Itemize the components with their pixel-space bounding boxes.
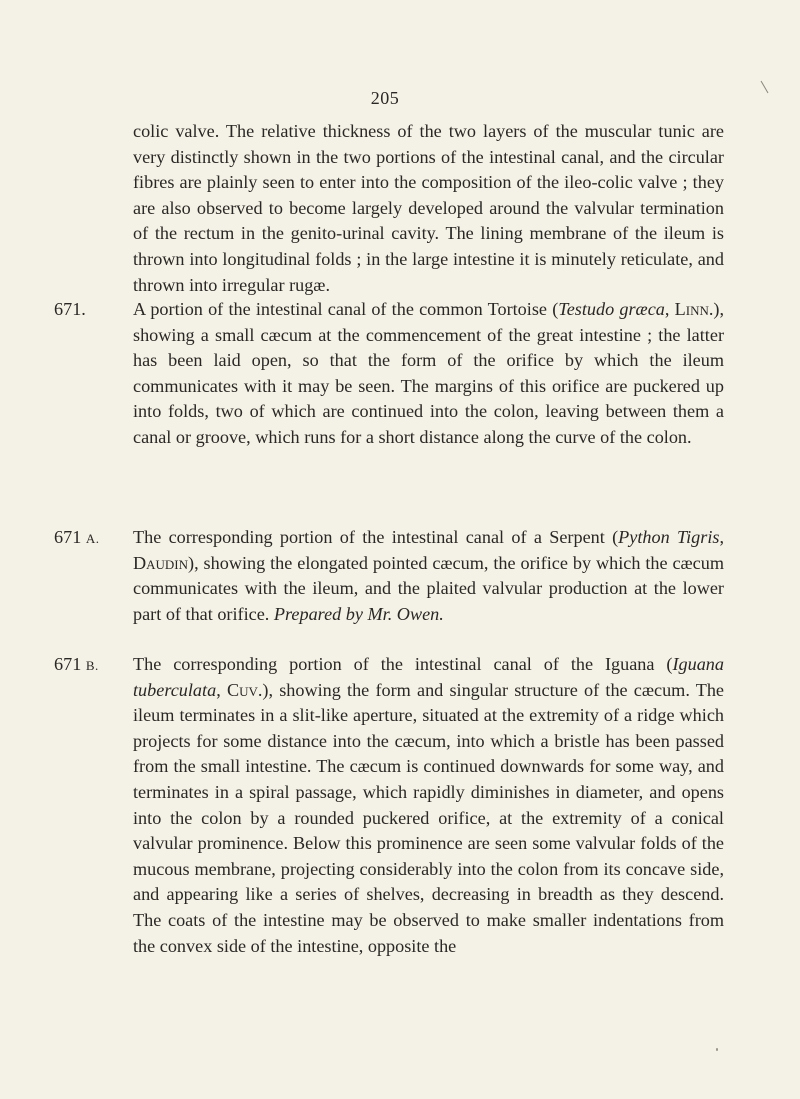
species-name: Iguana tuberculata [133, 654, 724, 700]
catalogue-entry-671b [54, 652, 724, 959]
page-number: 205 [370, 88, 400, 108]
catalogue-entry-671 [54, 297, 724, 451]
entry-text-lead: A portion of the intestinal canal of the common Tortoise ( [133, 299, 559, 319]
preparation-note: Prepared by Mr. Owen. [273, 603, 444, 624]
author-name: Daudin [133, 552, 189, 573]
entry-text-lead: The corresponding portion of the intestinal canal of a Serpent ( [133, 527, 619, 547]
entry-text-rest: ), showing the elongated pointed cæcum, the orifice by which the cæcum communicates with the ileum, and the plaited valvular production at the lower part of that orifice. [133, 552, 724, 624]
intro-paragraph: colic valve. The relative thickness of the two layers of the muscular tunic are very distinctly shown in the two portions of the intestinal canal, and the circular fibres are plainly seen to enter into the composition of the ileo-colic valve ; they are also observed to become largely developed around the valvular termination of the rectum in the genito-urinal cavity. The lining membrane of the ileum is thrown into longitudinal folds ; in the large intestine it is minutely reticulate, and thrown into irregular rugæ. [133, 121, 724, 295]
entry-number-value: 671 [54, 654, 82, 674]
entry-description [133, 525, 724, 627]
entry-number-value: 671 [54, 527, 82, 547]
entry-number-suffix: A. [85, 531, 100, 546]
entry-text-rest: ), showing a small cæcum at the commencement of the great intestine ; the latter has been laid open, so that the form of the orifice by which the ileum communicates with it may be seen. The margins of this orifice are puckered up into folds, two of which are continued into the colon, leaving between them a canal or groove, which runs for a short distance along the curve of the colon. [133, 299, 724, 447]
separator: , [719, 527, 725, 547]
catalogue-entry-671a [54, 525, 724, 627]
entry-description [133, 297, 724, 451]
species-name: Testudo græca [558, 299, 665, 319]
entry-number [54, 297, 133, 323]
separator: , [216, 679, 227, 700]
entry-number [54, 525, 133, 552]
entry-description [133, 652, 724, 959]
entry-number [54, 652, 133, 679]
page-speck [716, 1048, 718, 1051]
entry-text-lead: The corresponding portion of the intestinal canal of the Iguana ( [133, 654, 673, 674]
separator: , [664, 299, 675, 319]
author-name: Cuv. [226, 679, 263, 700]
entry-number-value: 671. [54, 299, 86, 319]
species-name: Python Tigris [618, 527, 720, 547]
entry-text-rest: ), showing the form and singular structure of the cæcum. The ileum terminates in a slit-like aperture, situated at the extremity of a ridge which projects for some distance into the cæcum, into which a bristle has been passed from the small intestine. The cæcum is continued downwards for some way, and terminates in a spiral passage, which rapidly diminishes in diameter, and opens into the colon by a rounded puckered orifice, at the extremity of a conical valvular prominence. Below this prominence are seen some valvular folds of the mucous membrane, projecting considerably into the colon from its concave side, and appearing like a series of shelves, decreasing in breadth as they descend. The coats of the intestine may be observed to make smaller indentations from the convex side of the intestine, opposite the [133, 679, 725, 956]
author-name: Linn. [674, 299, 714, 319]
entry-number-suffix: B. [85, 658, 99, 673]
